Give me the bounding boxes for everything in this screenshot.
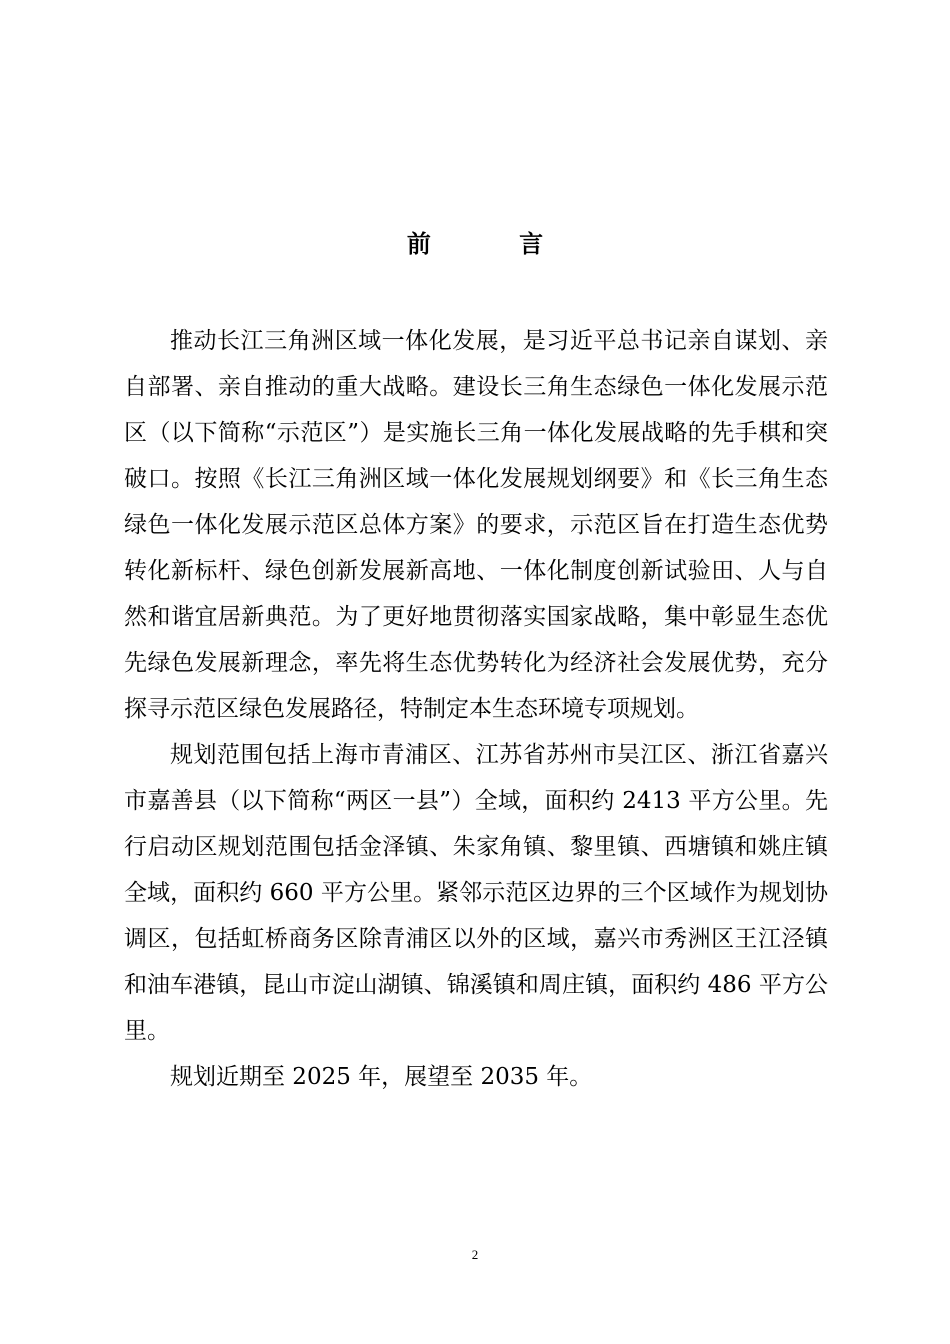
paragraph-timeline: 规划近期至 2025 年，展望至 2035 年。 [170, 1064, 593, 1090]
page-number: 2 [471, 1247, 479, 1262]
page-title: 前 言 [406, 229, 584, 258]
paragraph-scope: 规划范围包括上海市青浦区、江苏省苏州市吴江区、浙江省嘉兴市嘉善县（以下简称“两区一县”）全域，面积约 2413 平方公里。先行启动区规划范围包括金泽镇、朱家角镇、黎里镇、西塘镇和姚庄镇全域，面积约 660 平方公里。紧邻示范区边界的三个区域作为规划协调区，包括虹桥商务区除青浦区以外的区域，嘉兴市秀洲区王江泾镇和油车港镇，昆山市淀山湖镇、锦溪镇和周庄镇，面积约 486 平方公里。 [124, 742, 828, 1044]
paragraph-intro: 推动长江三角洲区域一体化发展，是习近平总书记亲自谋划、亲自部署、亲自推动的重大战略。建设长三角生态绿色一体化发展示范区（以下简称“示范区”）是实施长三角一体化发展战略的先手棋和突破口。按照《长江三角洲区域一体化发展规划纲要》和《长三角生态绿色一体化发展示范区总体方案》的要求，示范区旨在打造生态优势转化新标杆、绿色创新发展新高地、一体化制度创新试验田、人与自然和谐宜居新典范。为了更好地贯彻落实国家战略，集中彰显生态优先绿色发展新理念，率先将生态优势转化为经济社会发展优势，充分探寻示范区绿色发展路径，特制定本生态环境专项规划。 [124, 328, 828, 722]
document-body [124, 318, 828, 1100]
